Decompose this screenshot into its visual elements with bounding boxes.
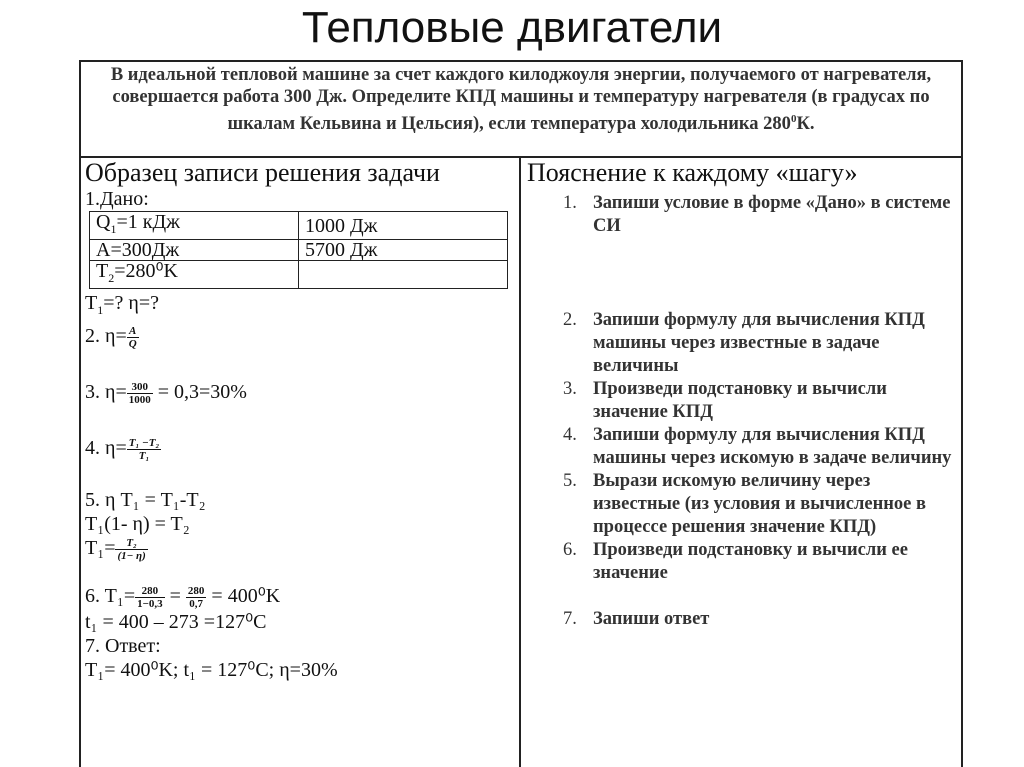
table-left-border (79, 60, 81, 767)
list-item: 4. Запиши формулу для вычисления КПД машины через искомую в задаче величину (563, 425, 952, 468)
list-item: 2. Запиши формулу для вычисления КПД машины через известные в задаче величины (563, 310, 925, 376)
solution-column (85, 158, 517, 682)
solution-title: Образец записи решения задачи (85, 158, 440, 187)
list-item: 1. Запиши условие в форме «Дано» в системе СИ (563, 193, 951, 236)
table-row: $T_2=280^0K$ (90, 261, 508, 289)
step-4-formula: 4. η= $\frac{\text{T₁ −T₂}}{\text{T₁}}$ (85, 436, 160, 462)
table-row: $Q_1=1$ кДж 1000 Дж (90, 212, 508, 240)
step-3-formula: 3. η= $\frac{300}{1000}$ = 0,3=30% (85, 380, 247, 406)
explanation-column (527, 158, 957, 631)
explanation-title: Пояснение к каждому «шагу» (527, 158, 858, 187)
answer: T₁= 400⁰K; t₁ = 127⁰C; η=30% (85, 658, 338, 681)
slide-title: Тепловые двигатели (301, 3, 723, 52)
given-table (89, 211, 508, 289)
table-top-border (79, 60, 963, 62)
find-line: $T_1=$? η=? (85, 292, 159, 317)
step-6-formula: 6. T₁= $\frac{280}{1-0,3}$ = $\frac{280}{0,7}$ = 400⁰K (85, 584, 281, 610)
step-2-formula: 2. η= $\frac{A}{Q}$ (85, 324, 137, 350)
answer-label: 7. Ответ: (85, 634, 161, 657)
step-5-line-3: T₁= $\frac{\text{T₂}}{(1- \eta)}$ (85, 536, 146, 562)
list-item: 7. Запиши ответ (563, 609, 710, 629)
table-right-border (961, 60, 963, 767)
step-6-line-2: t₁ = 400 – 273 =127⁰C (85, 610, 267, 633)
given-label: 1.Дано: (85, 188, 149, 210)
step-5-line-1: 5. η T₁ = T₁-T₂ (85, 488, 206, 511)
list-item: 3. Произведи подстановку и вычисли значение КПД (563, 379, 887, 422)
column-divider (519, 156, 521, 767)
table-row: A=300Дж 5700 Дж (90, 240, 508, 261)
explanation-list (527, 192, 957, 631)
list-item: 6. Произведи подстановку и вычисли ее значение (563, 540, 908, 583)
step-5-line-2: T₁(1- η) = T₂ (85, 512, 190, 535)
problem-statement: В идеальной тепловой машине за счет каждого килоджоуля энергии, получаемого от нагревателя, совершается работа 300 Дж. Определите КПД машины и температуру нагревателя (в градусах по шкалам Кельвина и Цельсия), если температура холодильника $280^0К$. (110, 65, 932, 135)
document-table (79, 60, 963, 767)
list-item: 5. Вырази искомую величину через известные (из условия и вычисленное в процессе решения значение КПД) (563, 471, 926, 537)
